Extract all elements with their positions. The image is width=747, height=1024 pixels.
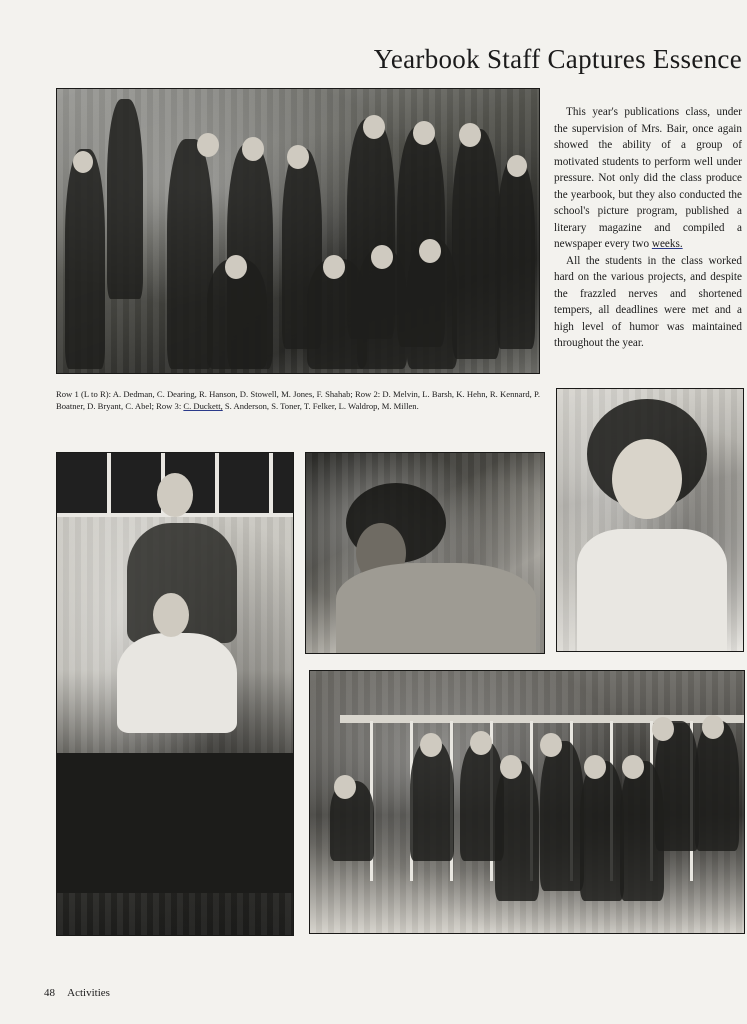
page-number: 48 <box>44 987 55 999</box>
photo-caption <box>56 388 540 412</box>
page-footer <box>44 987 116 999</box>
page-title: Yearbook Staff Captures Essence <box>373 44 742 74</box>
article-body <box>554 104 742 352</box>
staff-group-photo <box>56 88 540 374</box>
article-paragraph-2: All the students in the class worked hard on the various projects, and despite the frazzled nerves and shortened tempers, all deadlines were met and a high level of humor was maintained throughout the year. <box>554 254 742 349</box>
sleeping-student-photo <box>305 452 545 654</box>
railing-group-photo <box>309 670 745 934</box>
caption-text-part2: S. Anderson, S. Toner, T. Felker, L. Waldrop, M. Millen. <box>222 401 419 411</box>
caption-underlined-name: C. Duckett, <box>183 401 223 411</box>
student-portrait-photo <box>556 388 744 652</box>
article-paragraph-1 <box>554 104 742 253</box>
caption-text-part1: Row 1 (L to R): A. Dedman, C. Dearing, R. Hanson, D. Stowell, M. Jones, F. Shahab; Row 2: D. Melvin, L. Barsh, K. Hehn, R. Kennard, P. Boatner, D. Bryant, C. Abel; Row 3: <box>56 389 540 411</box>
paragraph-1-text: This year's publications class, under the supervision of Mrs. Bair, once again showed the ability of a group of motivated students to perform well under pressure. Not only did the class produce the yearbook, but they also conducted the school's picture program, published a literary magazine and compiled a newspaper every two <box>554 106 742 250</box>
desk-papers-photo <box>56 452 294 936</box>
section-name: Activities <box>67 987 110 999</box>
paragraph-1-underlined: weeks. <box>651 238 683 250</box>
